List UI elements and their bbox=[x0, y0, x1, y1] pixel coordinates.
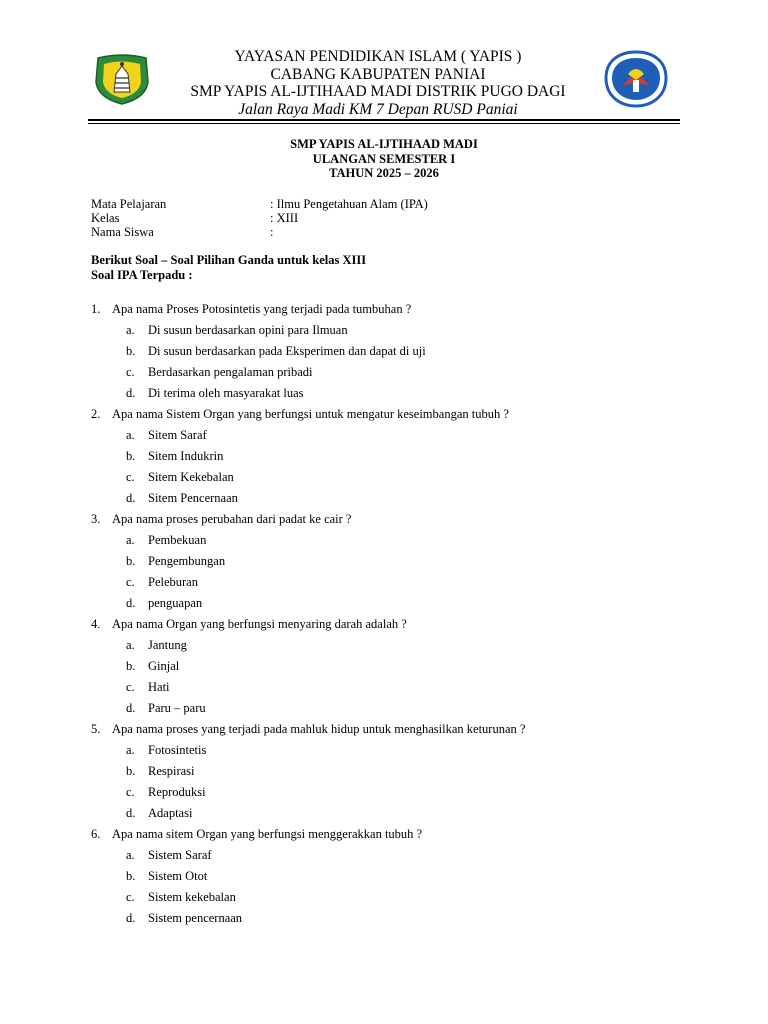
question bbox=[91, 404, 671, 425]
answer-option bbox=[91, 362, 671, 383]
answer-option bbox=[91, 488, 671, 509]
option-text: Sitem Kekebalan bbox=[148, 470, 234, 484]
option-text: Sistem pencernaan bbox=[148, 911, 243, 925]
instructions-line: Berikut Soal – Soal Pilihan Ganda untuk kelas XIII bbox=[91, 253, 367, 267]
info-class bbox=[91, 211, 651, 225]
option-text: Adaptasi bbox=[148, 806, 193, 820]
option-letter: c. bbox=[126, 680, 135, 694]
info-value: : Ilmu Pengetahuan Alam (IPA) bbox=[270, 197, 428, 211]
question-list bbox=[91, 299, 671, 929]
option-letter: d. bbox=[126, 596, 136, 610]
answer-option bbox=[91, 383, 671, 404]
option-letter: a. bbox=[126, 428, 135, 442]
option-text: Di susun berdasarkan pada Eksperimen dan dapat di uji bbox=[148, 344, 426, 358]
answer-option bbox=[91, 866, 671, 887]
option-text: Jantung bbox=[148, 638, 187, 652]
answer-option bbox=[91, 635, 671, 656]
option-letter: d. bbox=[126, 806, 136, 820]
option-text: Paru – paru bbox=[148, 701, 206, 715]
option-text: Sitem Indukrin bbox=[148, 449, 224, 463]
question-number: 4. bbox=[91, 617, 101, 631]
info-value: : bbox=[270, 225, 274, 239]
option-letter: d. bbox=[126, 911, 136, 925]
answer-option bbox=[91, 908, 671, 929]
option-text: Reproduksi bbox=[148, 785, 206, 799]
option-letter: a. bbox=[126, 638, 135, 652]
question-number: 2. bbox=[91, 407, 101, 421]
option-text: Pembekuan bbox=[148, 533, 207, 547]
answer-option bbox=[91, 698, 671, 719]
exam-school: SMP YAPIS AL-IJTIHAAD MADI bbox=[290, 137, 478, 151]
answer-option bbox=[91, 887, 671, 908]
answer-option bbox=[91, 593, 671, 614]
answer-option bbox=[91, 320, 671, 341]
question-text: Apa nama sitem Organ yang berfungsi menggerakkan tubuh ? bbox=[112, 827, 423, 841]
question bbox=[91, 824, 671, 845]
question-number: 1. bbox=[91, 302, 101, 316]
option-text: Peleburan bbox=[148, 575, 198, 589]
answer-option bbox=[91, 341, 671, 362]
header-rule-thin bbox=[88, 123, 680, 124]
option-text: Sitem Saraf bbox=[148, 428, 207, 442]
option-letter: b. bbox=[126, 869, 136, 883]
school-address: Jalan Raya Madi KM 7 Depan RUSD Paniai bbox=[238, 100, 518, 118]
letterhead-text bbox=[158, 48, 598, 118]
question-text: Apa nama Organ yang berfungsi menyaring darah adalah ? bbox=[112, 617, 407, 631]
answer-option bbox=[91, 845, 671, 866]
header-rule-thick bbox=[88, 119, 680, 121]
option-text: Respirasi bbox=[148, 764, 195, 778]
answer-option bbox=[91, 761, 671, 782]
info-label: Kelas bbox=[91, 211, 120, 225]
info-student-name bbox=[91, 225, 651, 239]
info-subject bbox=[91, 197, 651, 211]
option-text: Di susun berdasarkan opini para Ilmuan bbox=[148, 323, 348, 337]
question bbox=[91, 509, 671, 530]
instructions-subtitle: Soal IPA Terpadu : bbox=[91, 268, 193, 282]
answer-option bbox=[91, 446, 671, 467]
answer-option bbox=[91, 425, 671, 446]
school-name: SMP YAPIS AL-IJTIHAAD MADI DISTRIK PUGO DAGI bbox=[190, 83, 566, 100]
answer-option bbox=[91, 803, 671, 824]
exam-title bbox=[88, 137, 680, 181]
option-letter: a. bbox=[126, 848, 135, 862]
yapis-logo-icon bbox=[92, 52, 152, 106]
option-letter: b. bbox=[126, 554, 136, 568]
question-text: Apa nama Sistem Organ yang berfungsi untuk mengatur keseimbangan tubuh ? bbox=[112, 407, 509, 421]
option-letter: a. bbox=[126, 743, 135, 757]
option-letter: b. bbox=[126, 764, 136, 778]
option-text: Di terima oleh masyarakat luas bbox=[148, 386, 304, 400]
question-number: 3. bbox=[91, 512, 101, 526]
option-text: Sistem Otot bbox=[148, 869, 208, 883]
info-value: : XIII bbox=[270, 211, 299, 225]
question-text: Apa nama proses perubahan dari padat ke cair ? bbox=[112, 512, 352, 526]
answer-option bbox=[91, 677, 671, 698]
answer-option bbox=[91, 572, 671, 593]
question-text: Apa nama Proses Potosintetis yang terjadi pada tumbuhan ? bbox=[112, 302, 412, 316]
question bbox=[91, 299, 671, 320]
option-letter: c. bbox=[126, 890, 135, 904]
answer-option bbox=[91, 530, 671, 551]
option-letter: c. bbox=[126, 470, 135, 484]
option-text: Berdasarkan pengalaman pribadi bbox=[148, 365, 313, 379]
option-letter: c. bbox=[126, 785, 135, 799]
option-letter: d. bbox=[126, 386, 136, 400]
answer-option bbox=[91, 467, 671, 488]
option-text: Pengembungan bbox=[148, 554, 226, 568]
option-letter: d. bbox=[126, 491, 136, 505]
info-label: Mata Pelajaran bbox=[91, 197, 167, 211]
option-text: Sistem kekebalan bbox=[148, 890, 236, 904]
answer-option bbox=[91, 656, 671, 677]
option-text: Sitem Pencernaan bbox=[148, 491, 238, 505]
option-text: penguapan bbox=[148, 596, 203, 610]
option-letter: b. bbox=[126, 344, 136, 358]
option-letter: c. bbox=[126, 575, 135, 589]
option-letter: a. bbox=[126, 533, 135, 547]
option-letter: a. bbox=[126, 323, 135, 337]
foundation-name: YAYASAN PENDIDIKAN ISLAM ( YAPIS ) bbox=[234, 48, 522, 65]
branch-name: CABANG KABUPATEN PANIAI bbox=[270, 65, 486, 83]
info-label: Nama Siswa bbox=[91, 225, 154, 239]
option-letter: c. bbox=[126, 365, 135, 379]
option-letter: b. bbox=[126, 659, 136, 673]
option-text: Fotosintetis bbox=[148, 743, 207, 757]
question-text: Apa nama proses yang terjadi pada mahluk hidup untuk menghasilkan keturunan ? bbox=[112, 722, 526, 736]
tut-wuri-handayani-logo-icon bbox=[602, 50, 670, 108]
question bbox=[91, 719, 671, 740]
answer-option bbox=[91, 782, 671, 803]
instructions bbox=[91, 253, 651, 283]
answer-option bbox=[91, 551, 671, 572]
exam-year: TAHUN 2025 – 2026 bbox=[329, 166, 439, 180]
question bbox=[91, 614, 671, 635]
option-text: Ginjal bbox=[148, 659, 180, 673]
question-number: 5. bbox=[91, 722, 101, 736]
letterhead bbox=[88, 46, 680, 118]
option-text: Sistem Saraf bbox=[148, 848, 212, 862]
exam-info bbox=[91, 197, 651, 239]
option-letter: d. bbox=[126, 701, 136, 715]
answer-option bbox=[91, 740, 671, 761]
question-number: 6. bbox=[91, 827, 101, 841]
exam-name: ULANGAN SEMESTER I bbox=[312, 151, 456, 166]
option-letter: b. bbox=[126, 449, 136, 463]
option-text: Hati bbox=[148, 680, 170, 694]
